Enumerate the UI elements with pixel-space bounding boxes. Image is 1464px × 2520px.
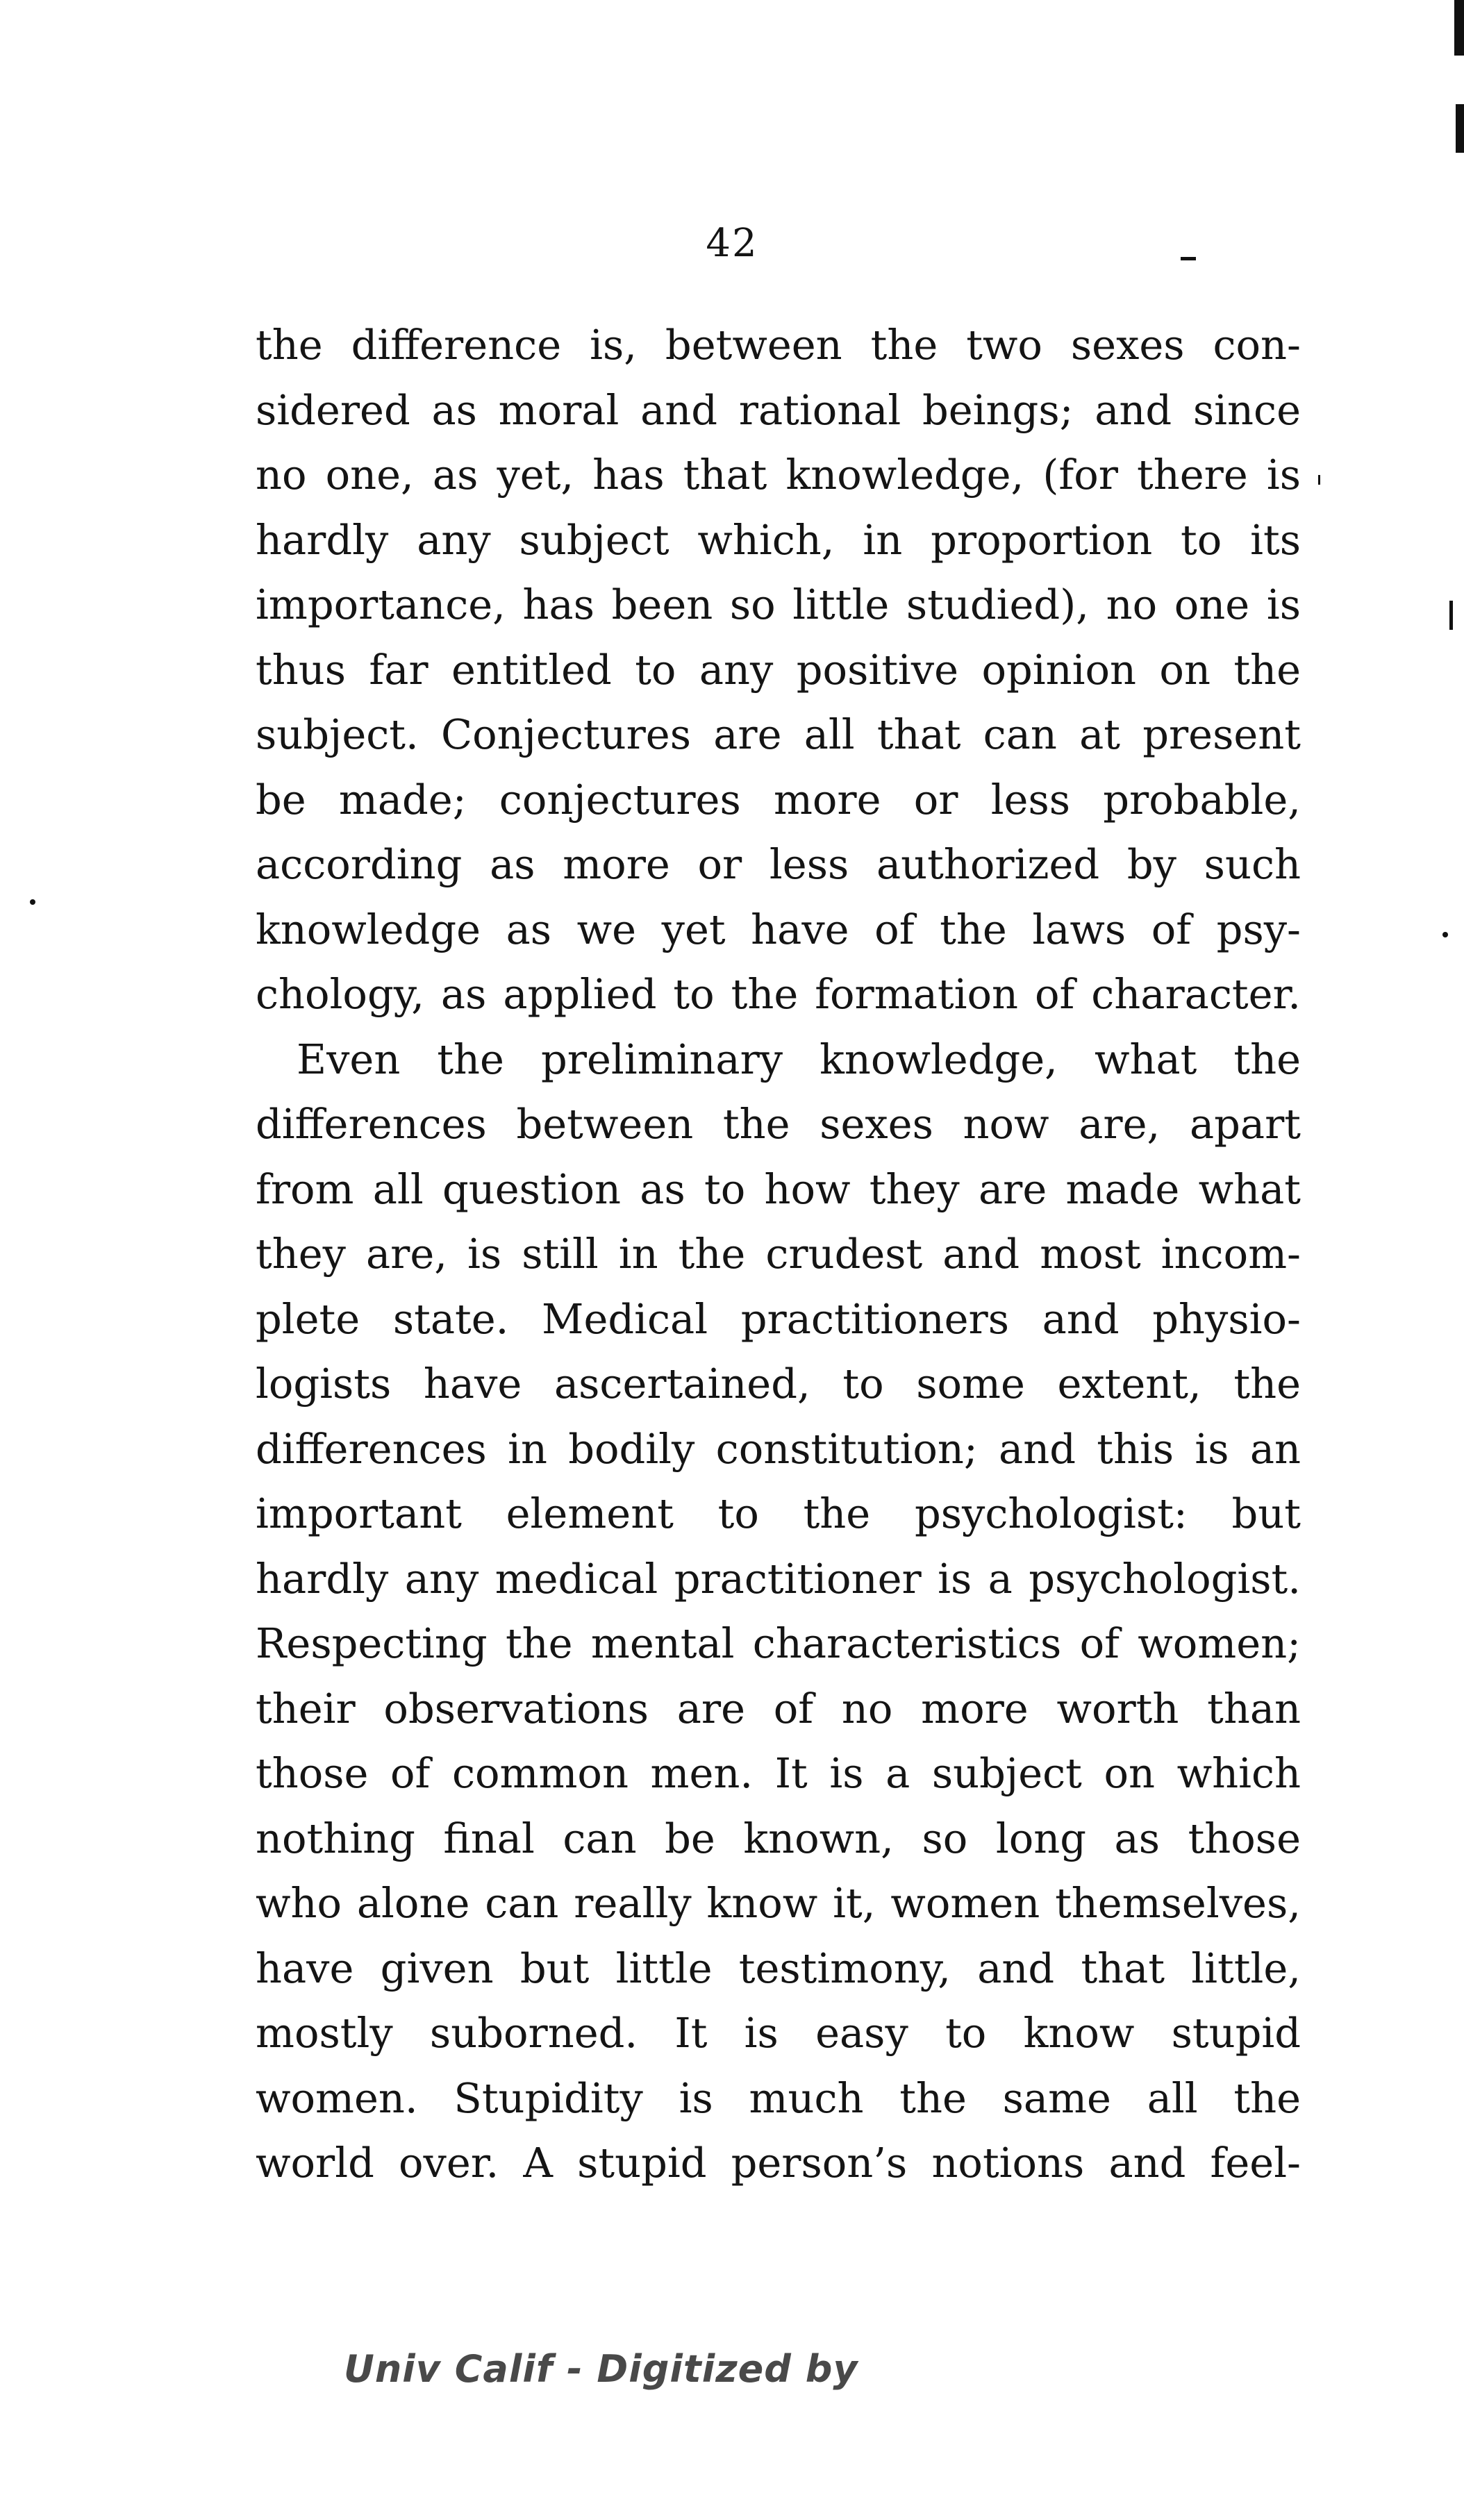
text-line: differences between the sexes now are, apart — [256, 1100, 1301, 1148]
scan-speck — [1442, 932, 1448, 937]
text-line: those of common men. It is a subject on which — [256, 1749, 1301, 1797]
text-line: hardly any subject which, in proportion to its — [256, 515, 1301, 564]
text-line: subject. Conjectures are all that can at present — [256, 710, 1301, 758]
text-line: Respecting the mental characteristics of women; — [256, 1619, 1301, 1667]
digitization-watermark: Univ Calif - Digitized by — [344, 2347, 858, 2391]
scan-speck — [1181, 257, 1196, 260]
text-line: knowledge as we yet have of the laws of psy- — [256, 905, 1301, 953]
body-text — [256, 312, 1301, 2196]
scan-speck — [30, 899, 35, 905]
text-line: their observations are of no more worth than — [256, 1684, 1301, 1733]
text-line: who alone can really know it, women themselves, — [256, 1879, 1301, 1927]
text-line: have given but little testimony, and that little, — [256, 1944, 1301, 1992]
text-line: nothing final can be known, so long as those — [256, 1814, 1301, 1862]
scan-speck — [1318, 475, 1320, 485]
text-line: important element to the psychologist: but — [256, 1490, 1301, 1537]
text-line: mostly suborned. It is easy to know stupid — [256, 2009, 1301, 2057]
text-line: world over. A stupid person’s notions and feel- — [256, 2139, 1301, 2187]
text-line: they are, is still in the crudest and most incom- — [256, 1230, 1301, 1278]
scan-edge-mark — [1454, 0, 1464, 56]
text-line: from all question as to how they are made what — [256, 1165, 1301, 1213]
page-number: 42 — [706, 221, 758, 266]
text-line: Even the preliminary knowledge, what the — [256, 1035, 1301, 1083]
text-line: women. Stupidity is much the same all the — [256, 2073, 1301, 2122]
scan-speck — [1449, 601, 1453, 630]
text-line: the difference is, between the two sexes con- — [256, 321, 1301, 369]
text-line: logists have ascertained, to some extent, the — [256, 1360, 1301, 1408]
text-line: thus far entitled to any positive opinion on the — [256, 645, 1301, 694]
text-line: differences in bodily constitution; and this is an — [256, 1424, 1301, 1473]
text-line: be made; conjectures more or less probable, — [256, 775, 1301, 824]
text-line: sidered as moral and rational beings; and since — [256, 385, 1301, 434]
text-line: according as more or less authorized by such — [256, 840, 1301, 888]
scan-edge-mark — [1456, 104, 1464, 153]
text-line: importance, has been so little studied), no one is — [256, 581, 1301, 628]
text-line: no one, as yet, has that knowledge, (for there is — [256, 451, 1301, 499]
text-line: plete state. Medical practitioners and physio- — [256, 1294, 1301, 1343]
text-line: hardly any medical practitioner is a psychologist. — [256, 1554, 1301, 1603]
text-line: chology, as applied to the formation of character. — [256, 970, 1301, 1018]
